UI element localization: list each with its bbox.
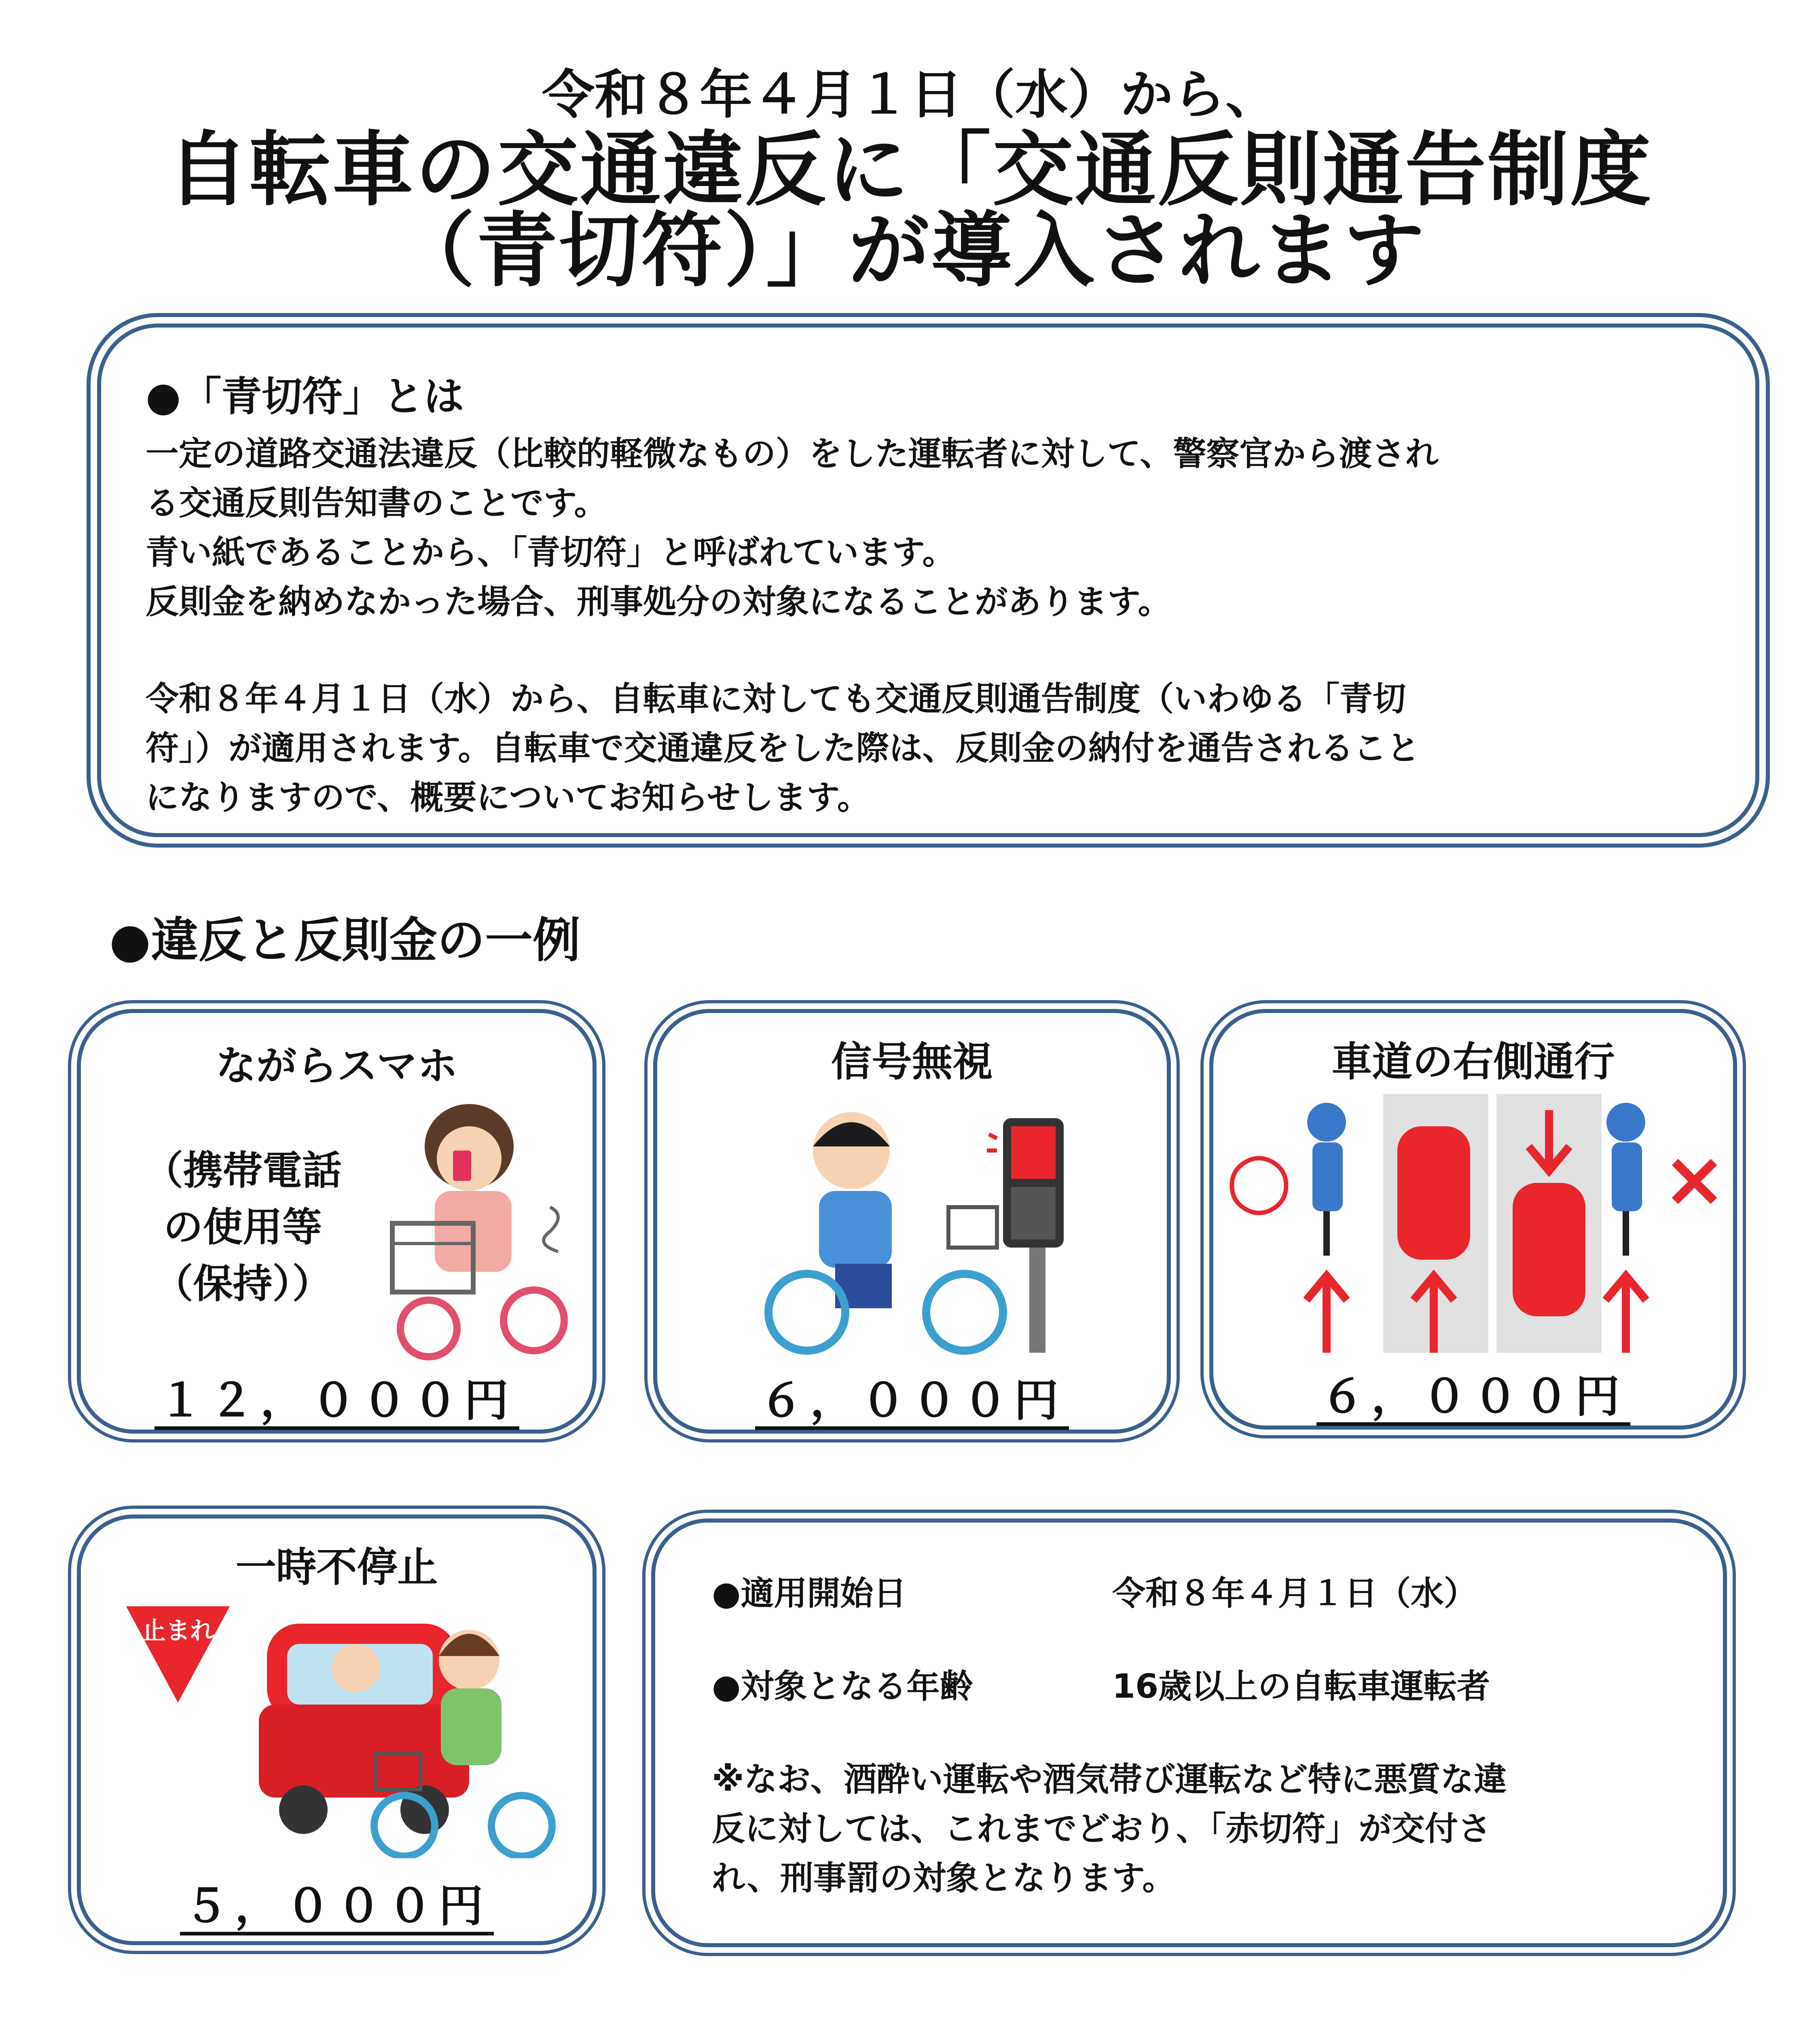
ng-mark: × — [1662, 1134, 1727, 1224]
intro-content — [146, 364, 1723, 823]
fine-amount: ５，０００円 — [81, 1870, 593, 1934]
card-title: ながらスマホ — [216, 1042, 458, 1089]
age-label: ●対象となる年齢 — [712, 1667, 973, 1706]
card-right-side — [1209, 1009, 1737, 1430]
info-box — [651, 1519, 1727, 1947]
fine-amount: ６，０００円 — [657, 1365, 1167, 1429]
card-stop-sign — [77, 1514, 597, 1945]
ok-mark: ○ — [1225, 1134, 1293, 1224]
intro-heading: ●「青切符」とは — [146, 373, 464, 420]
card-title: 信号無視 — [831, 1038, 993, 1085]
fine-amount: １２，０００円 — [81, 1365, 593, 1429]
page-title: 自転車の交通違反に「交通反則通告制度 — [167, 123, 1653, 217]
smartphone-cyclist-illustration — [372, 1102, 582, 1361]
card-title: 車道の右側通行 — [1331, 1038, 1615, 1085]
intro-text: 一定の道路交通法違反（比較的軽微なもの）をした運転者に対して、警察官から渡され — [146, 435, 1439, 473]
intro-text: になりますので、概要についてお知らせします。 — [146, 778, 870, 817]
card-title: 一時不停止 — [235, 1544, 438, 1591]
road-illustration — [1294, 1094, 1650, 1353]
info-note: ※なお、酒酔い運転や酒気帯び運転など特に悪質な違 反に対しては、これまでどおり、「赤切符」が交付さ れ、刑事罰の対象となります。 — [712, 1760, 1507, 1897]
age-value: 16歳以上の自転車運転者 — [1112, 1667, 1490, 1706]
fine-amount: ６，０００円 — [1213, 1361, 1733, 1425]
intro-text: る交通反則告知書のことです。 — [146, 484, 607, 522]
intro-text: 青い紙であることから、「青切符」と呼ばれています。 — [146, 533, 956, 572]
page-subtitle: （青切符）」が導入されます — [394, 204, 1426, 298]
intro-text: 令和８年４月１日（水）から、自転車に対しても交通反則通告制度（いわゆる「青切 — [146, 680, 1406, 718]
intro-text: 符」）が適用されます。自転車で交通違反をした際は、反則金の納付を通告されること — [146, 729, 1420, 768]
header-date: 令和８年４月１日（水）から、 — [542, 64, 1278, 125]
card-signal-ignore — [653, 1009, 1171, 1434]
card-smartphone — [77, 1009, 597, 1434]
card-note: （携帯電話 の使用等 （保持）） — [143, 1148, 342, 1307]
signal-cyclist-illustration — [754, 1102, 1086, 1361]
intro-text: 反則金を納めなかった場合、刑事処分の対象になることがあります。 — [146, 583, 1171, 621]
start-date-value: 令和８年４月１日（水） — [1112, 1574, 1477, 1613]
examples-heading: ●違反と反則金の一例 — [109, 912, 580, 968]
start-date-label: ●適用開始日 — [712, 1574, 907, 1613]
car-cyclist-illustration — [251, 1599, 566, 1858]
stop-sign-text: 止まれ — [142, 1617, 214, 1645]
